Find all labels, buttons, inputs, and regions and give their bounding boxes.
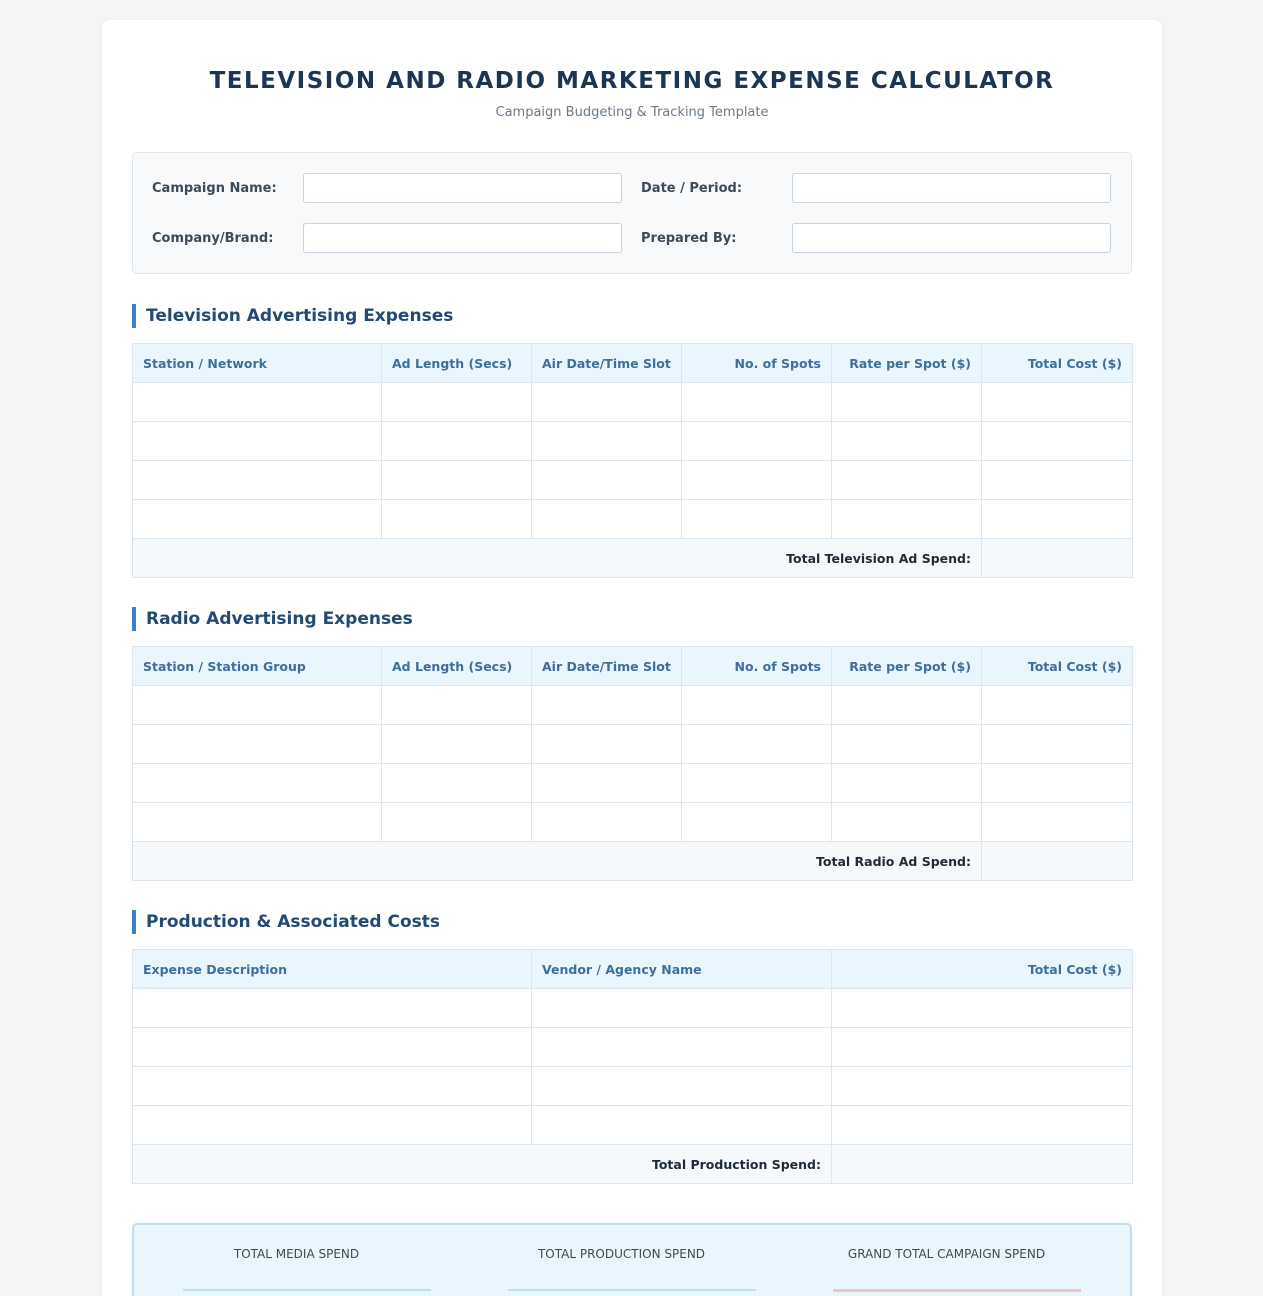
table-cell[interactable]: [682, 764, 832, 803]
table-row: [133, 1067, 1133, 1106]
production-col-vendor: Vendor / Agency Name: [532, 950, 832, 989]
table-cell[interactable]: [832, 461, 982, 500]
table-cell[interactable]: [532, 803, 682, 842]
table-cell[interactable]: [832, 1106, 1133, 1145]
tv-col-air-date: Air Date/Time Slot: [532, 344, 682, 383]
table-cell[interactable]: [982, 686, 1133, 725]
company-brand-input[interactable]: [303, 223, 622, 253]
table-cell[interactable]: [382, 725, 532, 764]
table-cell[interactable]: [532, 725, 682, 764]
tv-col-total: Total Cost ($): [982, 344, 1133, 383]
table-row: [133, 686, 1133, 725]
radio-col-rate: Rate per Spot ($): [832, 647, 982, 686]
table-cell[interactable]: [532, 461, 682, 500]
summary-media: [134, 1225, 459, 1296]
table-cell[interactable]: [982, 803, 1133, 842]
radio-total-label: Total Radio Ad Spend:: [133, 842, 982, 881]
table-cell[interactable]: [532, 764, 682, 803]
page-subtitle: Campaign Budgeting & Tracking Template: [495, 105, 769, 120]
table-cell[interactable]: [133, 1028, 532, 1067]
table-cell[interactable]: [982, 500, 1133, 539]
tv-col-spots: No. of Spots: [682, 344, 832, 383]
table-row: [133, 500, 1133, 539]
radio-expense-table: [132, 646, 1133, 881]
table-row: [133, 461, 1133, 500]
summary-grand: [784, 1225, 1109, 1296]
table-cell[interactable]: [682, 383, 832, 422]
tv-total-value[interactable]: [982, 539, 1133, 578]
table-cell[interactable]: [982, 764, 1133, 803]
table-cell[interactable]: [682, 422, 832, 461]
table-cell[interactable]: [982, 461, 1133, 500]
table-cell[interactable]: [832, 500, 982, 539]
production-col-total: Total Cost ($): [832, 950, 1133, 989]
table-cell[interactable]: [133, 686, 382, 725]
campaign-name-label: Campaign Name:: [152, 181, 277, 196]
table-cell[interactable]: [532, 1067, 832, 1106]
tv-total-label: Total Television Ad Spend:: [133, 539, 982, 578]
table-row: [133, 1028, 1133, 1067]
campaign-info-panel: [132, 152, 1132, 274]
table-cell[interactable]: [982, 725, 1133, 764]
table-row: [133, 1106, 1133, 1145]
grand-total-label: GRAND TOTAL CAMPAIGN SPEND: [847, 1247, 1046, 1261]
total-media-spend-value[interactable]: [183, 1289, 431, 1291]
page-title: TELEVISION AND RADIO MARKETING EXPENSE CALCULATOR: [209, 68, 1055, 94]
table-row: [133, 725, 1133, 764]
production-section-title: Production & Associated Costs: [132, 910, 440, 934]
tv-expense-table: [132, 343, 1133, 578]
company-brand-label: Company/Brand:: [152, 231, 274, 246]
tv-col-station: Station / Network: [133, 344, 382, 383]
summary-production: [459, 1225, 784, 1296]
production-total-label: Total Production Spend:: [133, 1145, 832, 1184]
table-cell[interactable]: [832, 1028, 1133, 1067]
table-cell[interactable]: [532, 1106, 832, 1145]
table-cell[interactable]: [832, 686, 982, 725]
table-cell[interactable]: [832, 383, 982, 422]
production-expense-table: [132, 949, 1133, 1184]
table-cell[interactable]: [682, 803, 832, 842]
date-period-input[interactable]: [792, 173, 1111, 203]
radio-col-spots: No. of Spots: [682, 647, 832, 686]
table-cell[interactable]: [682, 500, 832, 539]
table-cell[interactable]: [382, 500, 532, 539]
campaign-name-input[interactable]: [303, 173, 622, 203]
table-cell[interactable]: [832, 803, 982, 842]
radio-col-ad-length: Ad Length (Secs): [382, 647, 532, 686]
table-cell[interactable]: [982, 383, 1133, 422]
table-cell[interactable]: [382, 461, 532, 500]
table-cell[interactable]: [832, 989, 1133, 1028]
production-total-row: [133, 1145, 1133, 1184]
radio-col-air-date: Air Date/Time Slot: [532, 647, 682, 686]
table-cell[interactable]: [133, 764, 382, 803]
tv-total-row: [133, 539, 1133, 578]
production-total-value[interactable]: [832, 1145, 1133, 1184]
production-col-description: Expense Description: [133, 950, 532, 989]
table-cell[interactable]: [133, 1067, 532, 1106]
table-cell[interactable]: [532, 500, 682, 539]
tv-col-rate: Rate per Spot ($): [832, 344, 982, 383]
table-cell[interactable]: [832, 725, 982, 764]
table-cell[interactable]: [832, 1067, 1133, 1106]
table-cell[interactable]: [133, 989, 532, 1028]
total-media-spend-label: TOTAL MEDIA SPEND: [233, 1247, 360, 1261]
date-period-label: Date / Period:: [641, 181, 743, 196]
table-row: [133, 803, 1133, 842]
expense-sheet: [102, 20, 1162, 1296]
total-production-spend-value[interactable]: [508, 1289, 756, 1291]
radio-total-value[interactable]: [982, 842, 1133, 881]
table-cell[interactable]: [682, 725, 832, 764]
table-cell[interactable]: [382, 383, 532, 422]
radio-total-row: [133, 842, 1133, 881]
table-cell[interactable]: [133, 725, 382, 764]
table-cell[interactable]: [982, 422, 1133, 461]
table-cell[interactable]: [382, 803, 532, 842]
table-cell[interactable]: [532, 383, 682, 422]
table-cell[interactable]: [832, 764, 982, 803]
table-cell[interactable]: [532, 989, 832, 1028]
grand-total-value[interactable]: [833, 1289, 1081, 1292]
prepared-by-label: Prepared By:: [641, 231, 737, 246]
radio-section-title: Radio Advertising Expenses: [132, 607, 413, 631]
table-cell[interactable]: [532, 686, 682, 725]
table-cell[interactable]: [133, 1106, 532, 1145]
table-cell[interactable]: [832, 422, 982, 461]
table-cell[interactable]: [682, 686, 832, 725]
table-row: [133, 422, 1133, 461]
table-cell[interactable]: [133, 500, 382, 539]
table-cell[interactable]: [133, 803, 382, 842]
radio-col-station: Station / Station Group: [133, 647, 382, 686]
radio-col-total: Total Cost ($): [982, 647, 1133, 686]
table-row: [133, 383, 1133, 422]
total-production-spend-label: TOTAL PRODUCTION SPEND: [537, 1247, 706, 1261]
prepared-by-input[interactable]: [792, 223, 1111, 253]
table-cell[interactable]: [532, 1028, 832, 1067]
table-row: [133, 764, 1133, 803]
table-cell[interactable]: [532, 422, 682, 461]
tv-section-title: Television Advertising Expenses: [132, 304, 453, 328]
table-cell[interactable]: [133, 383, 382, 422]
table-cell[interactable]: [133, 422, 382, 461]
table-cell[interactable]: [382, 764, 532, 803]
table-cell[interactable]: [133, 461, 382, 500]
tv-col-ad-length: Ad Length (Secs): [382, 344, 532, 383]
table-cell[interactable]: [382, 686, 532, 725]
table-cell[interactable]: [382, 422, 532, 461]
table-row: [133, 989, 1133, 1028]
summary-panel: [132, 1223, 1132, 1296]
table-cell[interactable]: [682, 461, 832, 500]
